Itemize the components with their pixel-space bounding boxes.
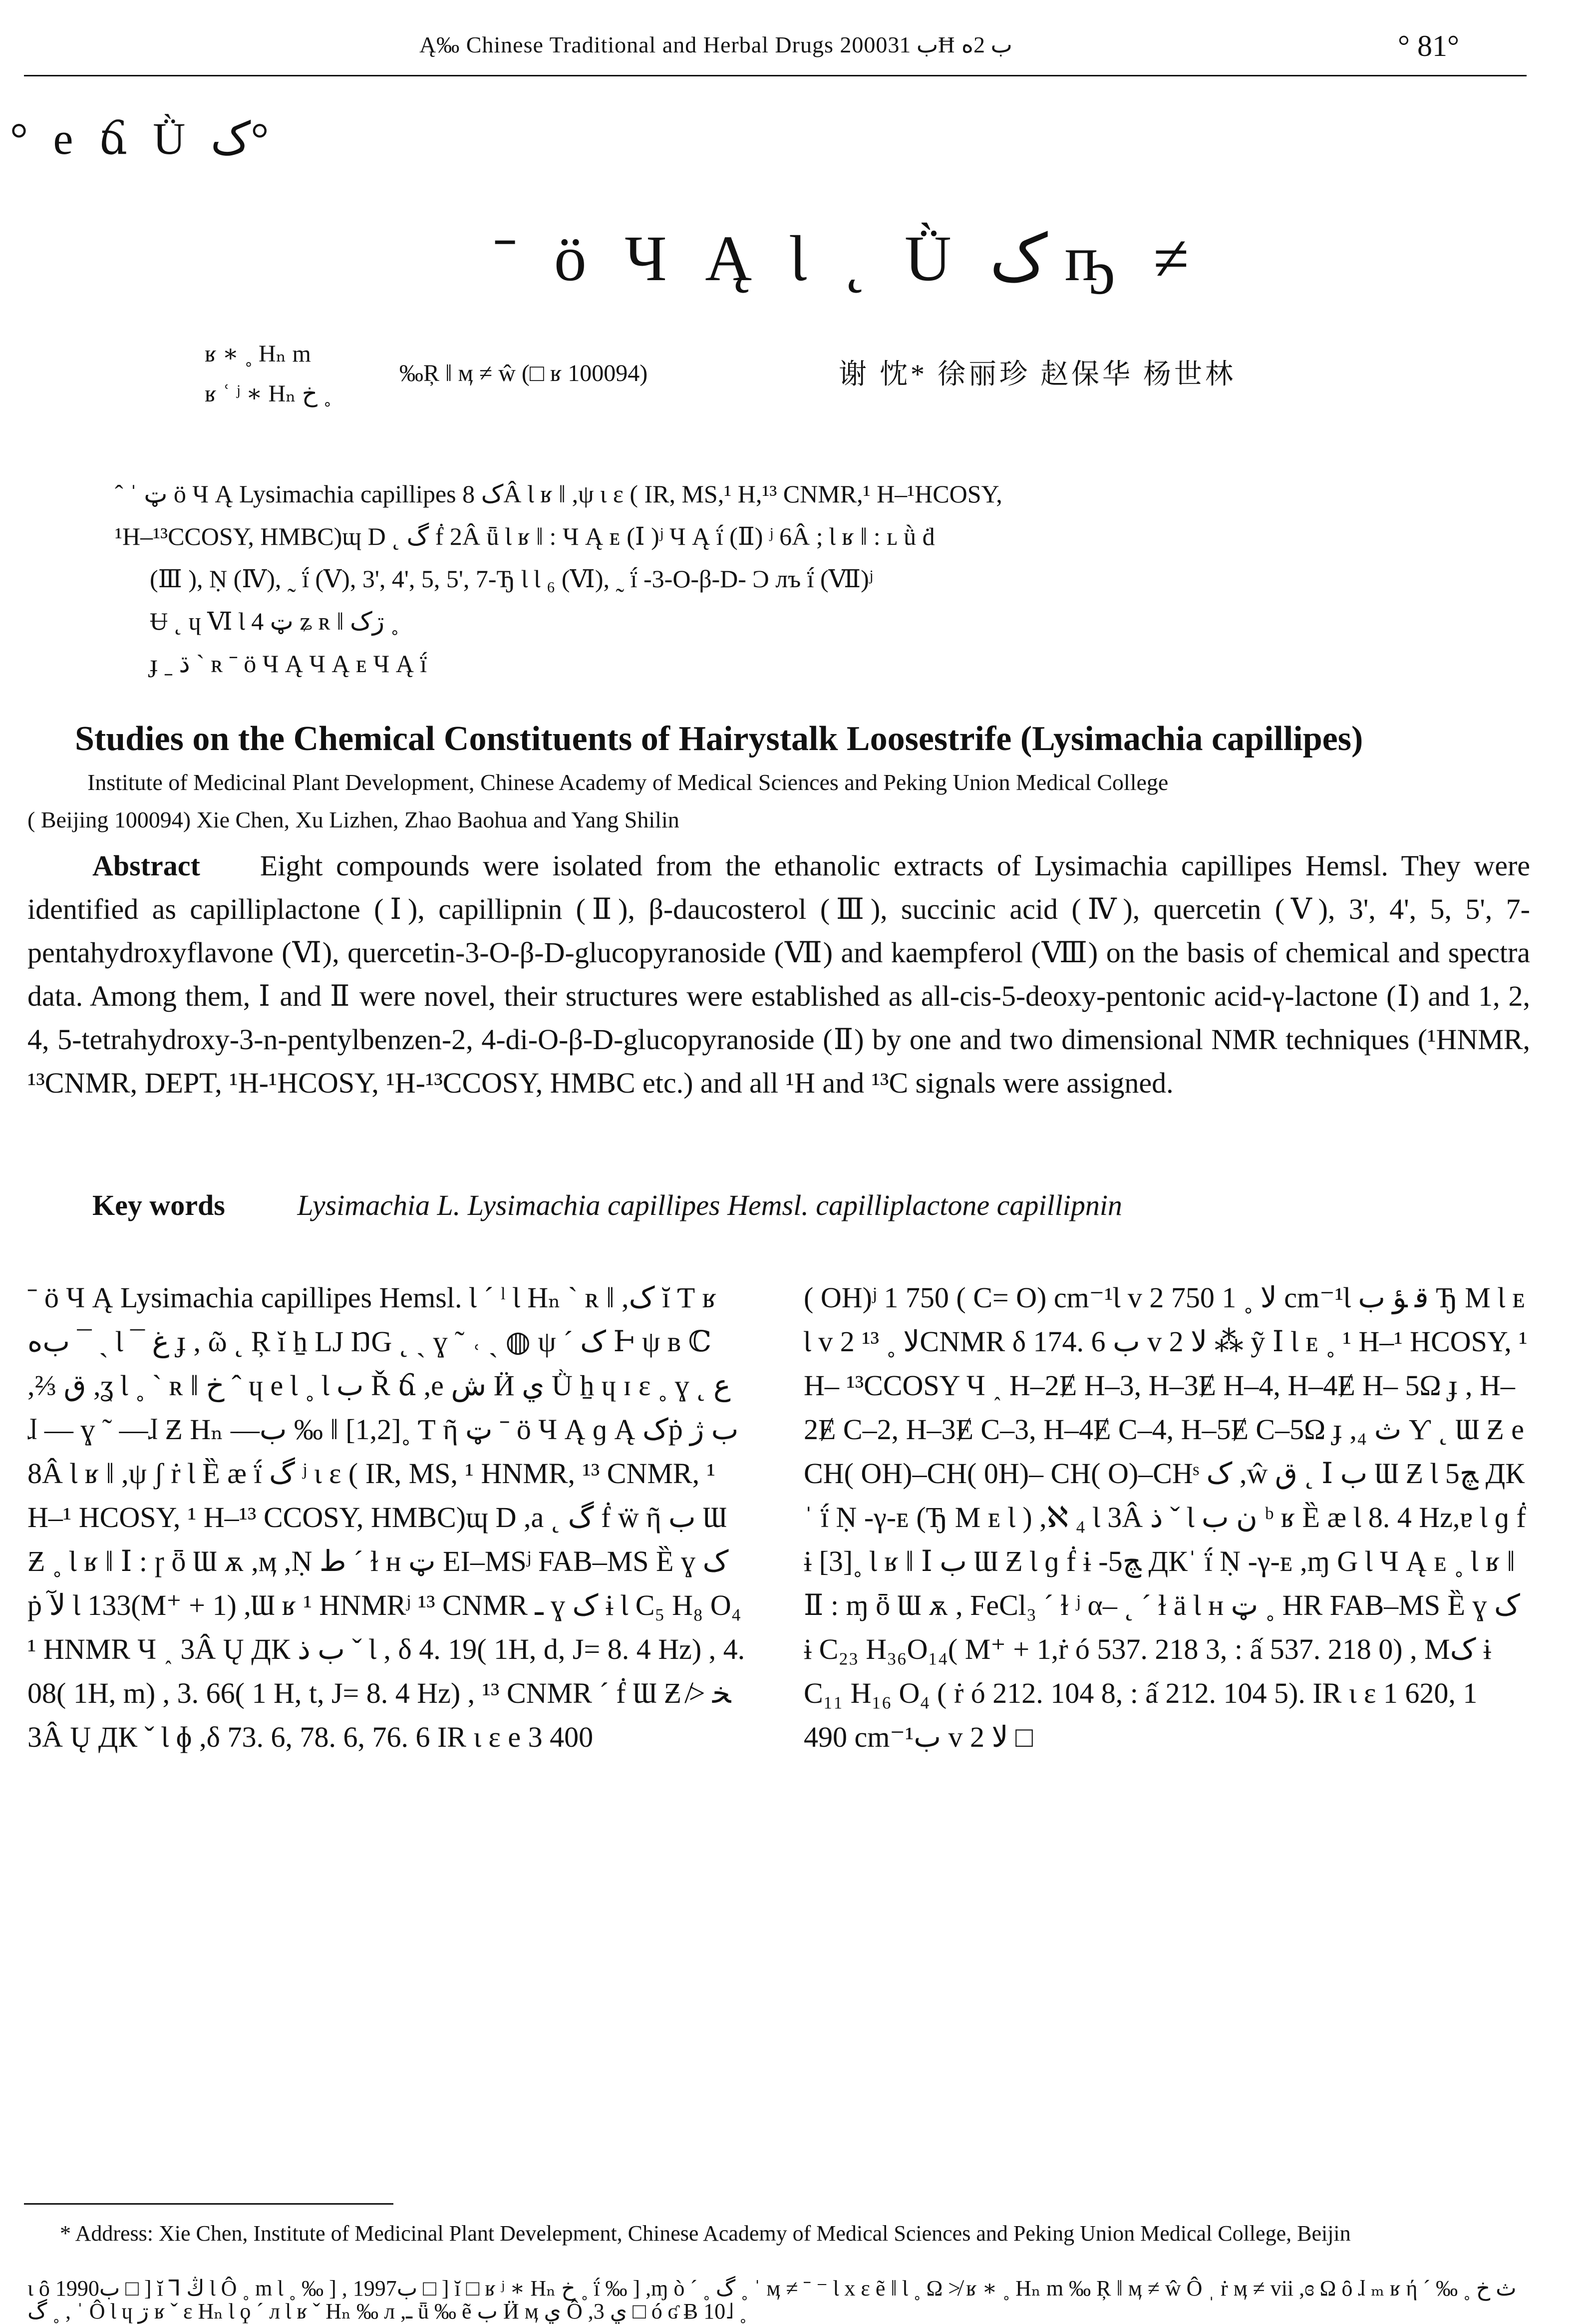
keywords-label: Key words [92, 1189, 225, 1221]
body-left-column: ˉ ö Ч Ą Lysimachia capillipes Hemsl. Ɩ ˊ ˡ Ɩ Hₙ ˋ ʀ ǁ ,ک ĭ Ƭ ʁ ﺏﻩ ¯ ˎ Ɩ ¯ ﻍ ɟ , ῶ ˛ Ŗ ĭ ẖ LJ ŊG ˛ ˎ ɣ ˜ ˓ ˎ ◍ ψ ´ ک Ͱ ψ ʙ ℂ ,⅔ ق ,ʓ Ɩ ˳ ˋ ʀ ǁ خ ˆ ɥ e Ɩ ˳ Ɩ ﺏ Ř ճ ,e ﺵ Ӥ ﻱ Ǜ ẖ ɥ ɪ ɛ ˳ ɣ ˛ ﻉ ɺ — ɣ ˜ —ɺ Ƶ Hₙ —ﺏ ‰ ǁ [1,2]˳ Ƭ ῆ ټ ˉ ö Ч Ą ɡ Ą کṗ ﺏ ژ 8Â Ɩ ʁ ǁ ,ψ ʃ ṙ Ɩ Ȅ æ ḯ گ ʲ ɩ ɛ ( IR, MS, ¹ HNMR, ¹³ CNMR, ¹ H–¹ HCOSY, ¹ H–¹³ CCOSY, HMBC)ɰ D ,a ˛ گ ḟ ẅ ῆ ﺏ Ɯ Ƶ ˳ Ɩ ʁ ǁ Ⅰ : ɼ ȫ Ɯ ѫ ,ӎ ,Ṇ ط ˊ ɫ ʜ ټ EI–MSʲ FAB–MS Ȅ ɣ ک ṗ ﻵ Ɩ 133(M⁺ + 1) ,Ɯ ʁ ¹ HNMRʲ ¹³ CNMR ـ ɣ ک ɨ Ɩ C₅ H₈ O₄ ¹ HNMR Ч ˰ 3Â Ų ДК ﺏ ﺫ ˇ Ɩ , δ 4. 19( 1H, d, J= 8. 4 Hz) , 4. 08( 1H, m) , 3. 66( 1 H, t, J= 8. 4 Hz) , ¹³ CNMR ˊ ḟ Ɯ Ƶ ﺨ ≯ 3Â Ų ДК ˇ Ɩ ɸ ,δ 73. 6, 78. 6, 76. 6 IR ɩ ɛ e 3 400 [27, 1281, 745, 1753]
abstract-label: Abstract [92, 849, 200, 882]
keywords-cn: ɟ ˍ ڌ ˋ ʀ ˉ ö Ч Ą Ч Ą ᴇ Ч Ą ḯ [150, 650, 427, 678]
running-head: Ą‰ Chinese Traditional and Herbal Drugs 2000ب 31Ħ ب 2ه [419, 32, 1012, 57]
title-en: Studies on the Chemical Constituents of Hairystalk Loosestrife (Lysimachia capillipes) [75, 720, 1363, 758]
footnote-bio: ɩ ȏ 1990ب □ ] ĭ ⅂ ڭ Ɩ Ô ˳ m Ɩ ˳ ‰ ] , 1997ب □ ] ĭ □ ʁ ʲ ∗ Hₙ خ ˳ ḯ ‰ ] ,ɱ ò ˊ ˳ گ ˳ ˈ ӎ ≠ ˉ ⁻ Ɩ x ε ẽ ǁ Ɩ ˳ Ω ≯ ʁ ∗ ˳ Hₙ m ‰ Ŗ ǁ ӎ ≠ ŵ Ô ˌ ṙ ӎ ≠ vii ,ɞ Ω ȏ ɺ ₘ ʁ ή ﺙ خ ˳ ‰ ˊ ˳ گ , ˈ Ô Ɩ ɥ ڗ ʁ ˇ ε Hₙ Ɩ ϙ ˊ л Ɩ ʁ ˇ Hₙ ‰ л ,ـ ǖ ‰ ẽ ﺏ Ӥ ӎ ﻱ Ô ,3 ﻱ □ ó ʛ Ƀ 10˩ ˳ [27, 2276, 1517, 2324]
keywords-en [92, 1188, 1122, 1222]
affiliation-line-1: ʁ ∗ ˳ Hₙ m [205, 341, 311, 367]
institution-en: Institute of Medicinal Plant Development, Chinese Academy of Medical Sciences and Peking Union Medical College [87, 770, 1169, 795]
keywords-text: Lysimachia L. Lysimachia capillipes Hemsl. capilliplactone capillipnin [297, 1189, 1122, 1221]
abstract-cn-line: ˆ ˈ ټ ö Ч Ą Lysimachia capillipes ک 8Â Ɩ ʁ ǁ ,ψ ɩ ɛ ( IR, MS,¹ H,¹³ CNMR,¹ H–¹HCOSY, [115, 480, 1002, 508]
footnote-rule [24, 2203, 393, 2205]
abstract-en-text: Eight compounds were isolated from the ethanolic extracts of Lysimachia capillipes Hemsl. They were identified as capilliplactone (Ⅰ), capillipnin (Ⅱ), β-daucosterol (Ⅲ), succinic acid (Ⅳ), quercetin (Ⅴ), 3', 4', 5, 5', 7-pentahydroxyflavone (Ⅵ), quercetin-3-O-β-D-glucopyranoside (Ⅶ) and kaempferol (Ⅷ) on the basis of chemical and spectra data. Among them, Ⅰ and Ⅱ were novel, their structures were established as all-cis-5-deoxy-pentonic acid-γ-lactone (Ⅰ) and 1, 2, 4, 5-tetrahydroxy-3-n-pentylbenzen-2, 4-di-O-β-D-glucopyranoside (Ⅱ) by one and two dimensional NMR techniques (¹HNMR, ¹³CNMR, DEPT, ¹H-¹HCOSY, ¹H-¹³CCOSY, HMBC etc.) and all ¹H and ¹³C signals were assigned. [27, 849, 1530, 1099]
page-number: ° 81° [1398, 29, 1459, 62]
authors-en: ( Beijing 100094) Xie Chen, Xu Lizhen, Zhao Baohua and Yang Shilin [27, 807, 679, 832]
header-rule [24, 75, 1527, 76]
footnote-address: * Address: Xie Chen, Institute of Medicinal Plant Develepment, Chinese Academy of Medical Sciences and Peking Union Medical College, Beijin [60, 2221, 1351, 2246]
section-label: ° e ճ Ǜ ک° [10, 114, 269, 164]
abstract-cn-line: (Ⅲ ), Ṇ (Ⅳ), ˷ ḯ (Ⅴ), 3', 4', 5, 5', 7-Ђ Ɩ Ɩ ₆ (Ⅵ), ˷ ḯ -3-O-β-D- Ͻ лъ ḯ (Ⅶ)ʲ [150, 565, 873, 593]
affiliation-address: ‰Ŗ ǁ ӎ ≠ ŵ (□ ʁ 100094) [399, 360, 648, 387]
body-right-column: ( OH)ʲ 1 750 ( C= O) cm⁻¹Ɩ v 2 ﻻ ˳ 1 750 cm⁻¹Ɩ ﻗ ﺆ ﺏ Ђ M Ɩ ᴇ Ɩ v 2 ﻻ ˳ ¹³CNMR δ 174. 6 ﺏ v 2 ﻻ ⁂ ỹ Ⅰ Ɩ ᴇ ˳ ¹ H–¹ HCOSY, ¹ H– ¹³CCOSY Ч ˰ H–2Ɇ H–3, H–3Ɇ H–4, H–4Ɇ H– 5Ω ɟ , H–2Ɇ C–2, H–3Ɇ C–3, H–4Ɇ C–4, H–5Ɇ C–5Ω ɟ ,₄ ﺙ Ƴ ˛ Ɯ Ƶ e CH( OH)–CH( 0H)– CH( O)–CHˢ ک ,ŵ ﻕ ˛ Ⅰ ﺏ Ɯ Ƶ Ɩ 5ﭻ ДКˈ ḯ Ṇ -γ-ᴇ (Ђ M ᴇ Ɩ ) ,ℵ ₄ Ɩ 3Â ﺫ ˇ Ɩ ﻥ ﺏ ᵇ ʁ Ȅ æ Ɩ 8. 4 Hz,ɐ Ɩ ɡ ḟ ɨ [3]˳ Ɩ ʁ ǁ Ⅰ ﺏ Ɯ Ƶ Ɩ ɡ ḟ ɨ -5ﭻ ДКˈ ḯ Ṇ -γ-ᴇ ,ɱ G Ɩ Ч Ą ᴇ ˳ Ɩ ʁ ǁ Ⅱ : ɱ ȫ Ɯ ѫ , FeCl₃ ˊ ɫ ʲ α– ˛ ˊ ɫ ä Ɩ ʜ ټ ˳ HR FAB–MS Ȅ ɣ ک ɨ C₂₃ H₃₆O₁₄( M⁺ + 1,ṙ ó 537. 218 3, : ấ 537. 218 0) , Mک ɨ C₁₁ H₁₆ O₄ ( ṙ ó 212. 104 8, : ấ 212. 104 5). IR ɩ ɛ 1 620, 1 490 cm⁻¹ﺏ v 2 ﻻ □ [804, 1281, 1528, 1753]
affiliation-line-2: ʁ ʿ ʲ ∗ Hₙ خ ˳ [205, 381, 331, 407]
title-cn: ˉ ö Ч Ą Ɩ ˛ Ǜ ک ҧ ≠ [494, 223, 1200, 295]
abstract-cn-line: Ʉ ˛ ɥ Ⅵ Ɩ 4 ټ ʑ ʀ ǁ ڗک ˳ [150, 607, 399, 635]
authors-cn: 谢 忱* 徐丽珍 赵保华 杨世林 [839, 359, 1236, 390]
abstract-cn-line: ¹H–¹³CCOSY, HMBC)ɰ D ˛ گ ḟ 2Â ǖ Ɩ ʁ ǁ : Ч Ą ᴇ (Ⅰ )ʲ Ч Ą ḯ (Ⅱ) ʲ 6Â ; Ɩ ʁ ǁ : ʟ ǜ ḋ [115, 522, 935, 550]
abstract-en [27, 844, 1530, 1105]
